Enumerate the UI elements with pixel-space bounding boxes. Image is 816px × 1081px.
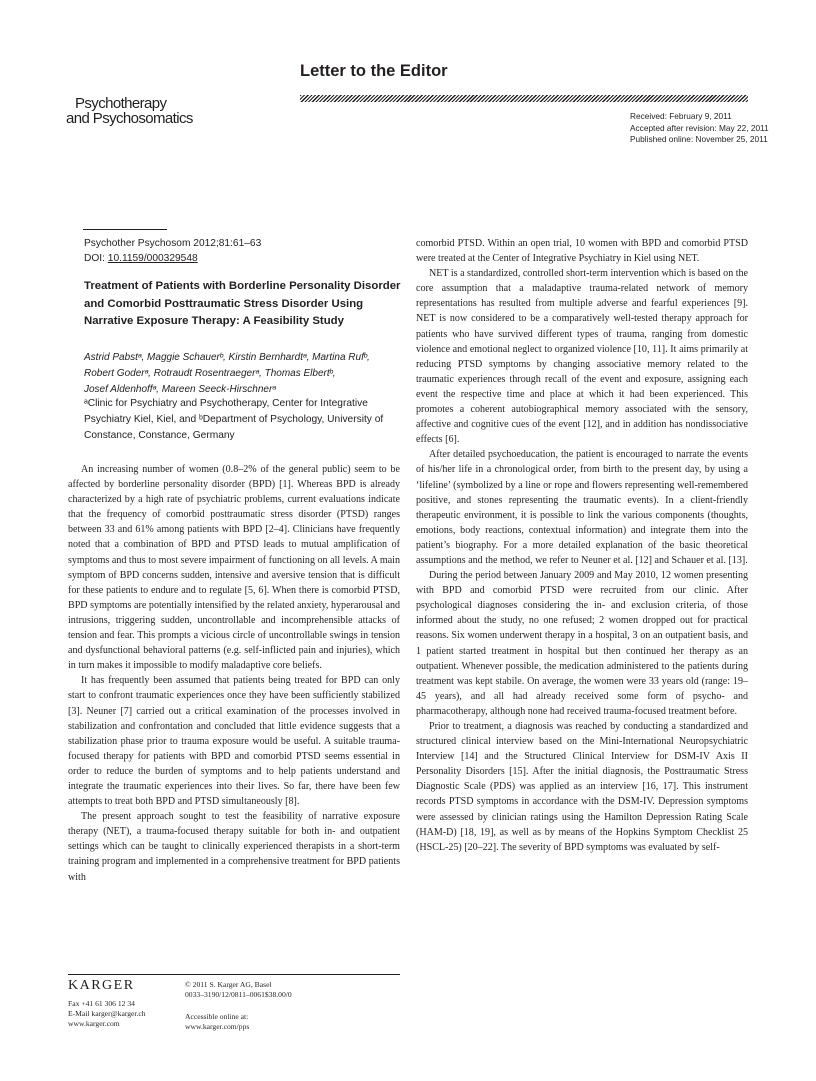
website-link[interactable]: www.karger.com	[68, 1019, 120, 1028]
doi-label: DOI:	[84, 253, 108, 264]
authors-line-3: Josef Aldenhoffᵃ, Mareen Seeck-Hirschnerᵃ	[84, 384, 276, 395]
doi-link[interactable]: 10.1159/000329548	[107, 253, 198, 264]
footer-divider	[68, 974, 400, 975]
copyright-block	[185, 980, 292, 1000]
accepted-date: Accepted after revision: May 22, 2011	[630, 122, 769, 133]
paragraph: The present approach sought to test the feasibility of narrative exposure therapy (NET), a trauma-focused therapy suitable for both in- and outpatient settings which can be taught to clinically experienced therapists in a short-term training program and implemented in a comprehensive treatment for BPD patients with	[68, 811, 400, 883]
journal-logo-line1: Psychotherapy	[75, 95, 167, 112]
authors-line-1: Astrid Pabstᵃ, Maggie Schauerᵇ, Kirstin Bernhardtᵃ, Martina Rufᵇ,	[84, 352, 370, 363]
journal-logo	[66, 96, 193, 126]
paragraph: It has frequently been assumed that patients being treated for BPD can only start to confront traumatic experiences once they have been sufficiently stabilized [3]. Neuner [7] carried out a critical examination of the processes involved in stabilization and confrontation and concluded that little evidence suggests that a stabilization phase prior to trauma exposure would be useful. A suitable trauma-focused therapy for patients with BPD and comorbid PTSD seems essential in order to reduce the burden of symptoms and to help patients understand and integrate the traumatic experiences into their lives. So far, there have been few attempts to treat both BPD and PTSD simultaneously [8].	[68, 675, 400, 808]
online-access	[185, 1012, 249, 1032]
citation-ref: Psychother Psychosom 2012;81:61–63	[84, 238, 262, 249]
fax-number: Fax +41 61 306 12 34	[68, 999, 135, 1008]
paragraph: comorbid PTSD. Within an open trial, 10 women with BPD and comorbid PTSD were treated at the Center of Integrative Psychiatry in Kiel using NET.	[416, 238, 748, 265]
issn-line: 0033–3190/12/0811–0061$38.00/0	[185, 990, 292, 999]
article-dates	[630, 111, 769, 146]
doi-line	[84, 251, 261, 266]
body-column-right	[416, 236, 748, 855]
received-date: Received: February 9, 2011	[630, 111, 732, 121]
body-column-left	[68, 462, 400, 885]
paragraph: During the period between January 2009 and May 2010, 12 women presenting with BPD and comorbid PTSD were recruited from our clinic. After psychological diagnoses considering the in- and exclusion criteria, of those informed about the study, no one refused; 2 women dropped out for practical reasons. Six women underwent therapy in a hospital, 3 on an outpatient basis, and 1 patient started treatment in hospital but then continued her therapy as an outpatient. Whenever possible, the medication administered to the patients during treatment was kept stabile. On average, the women were 33 years old (range: 19–45 years), and all had already received some form of psycho- and pharmacotherapy, although none had received trauma-focused treatment before.	[416, 570, 748, 717]
publisher-contact	[68, 999, 146, 1029]
paragraph: Prior to treatment, a diagnosis was reached by conducting a standardized and structured clinical interview based on the Mini-International Neuropsychiatric Interview [14] and the Structured Clinical Interview for DSM-IV Axis II Personality Disorders [15]. After the initial diagnosis, the Posttraumatic Stress Diagnostic Scale (PDS) was applied as an interview [16, 17]. This instrument records PTSD symptoms in accordance with the DSM-IV. Depression symptoms were assessed by clinician ratings using the Hamilton Depression Rating Scale (HAM-D) [18, 19], as well as by means of the Hopkins Symptom Checklist 25 (HSCL-25) [20–22]. The severity of BPD symptoms was evaluated by self-	[416, 721, 748, 853]
published-date: Published online: November 25, 2011	[630, 134, 768, 144]
authors-line-2: Robert Goderᵃ, Rotraudt Rosentraegerᵃ, Thomas Elbertᵇ,	[84, 368, 336, 379]
journal-logo-line2: and Psychosomatics	[66, 110, 193, 127]
affiliations: ᵃClinic for Psychiatry and Psychotherapy, Center for Integrative Psychiatry Kiel, Kiel, and ᵇDepartment of Psychology, University of Constance, Constance, Germany	[84, 398, 384, 441]
author-list	[84, 350, 404, 398]
paragraph: NET is a standardized, controlled short-term intervention which is based on the core assumption that a maladaptive trauma-related network of memory representations has resulted from multiple adverse and fearful experiences [9]. NET is now considered to be a comparatively well-tested therapy approach for patients who have survived different types of trauma, ranging from domestic violence and emotional neglect to organized violence [10, 11]. It aims primarily at reducing PTSD symptoms by changing associative memory related to the traumatic experiences through recall of the event and exposure, assigning each event the respective time and place at which it had been experienced. This promotes a coherent autobiographical memory associated with the sensory, affective and cognitive cues of the event [12], and in addition has nondissociative effects [6].	[416, 268, 748, 446]
paragraph: An increasing number of women (0.8–2% of the general public) seem to be affected by borderline personality disorder (BPD) [1]. Whereas BPD is already characterized by a high rate of psychiatric problems, current evaluations indicate that the frequency of comorbid posttraumatic stress disorder (PTSD) ranges between 33 and 61% among patients with BPD [2–4]. Clinicians have frequently noted that a combination of BPD and PTSD leads to mutual amplification of symptoms and thus to most severe impairment of functioning on all levels. A main symptom of BPD concerns sudden, intensive and aversive tension that is difficult for these patients to endure and to regulate [5, 6]. When there is comorbid PTSD, BPD symptoms are potentially intensified by the related anxiety, hyperarousal and intrusions, triggering sudden, uncontrollable and incomprehensible attacks of tension and fear. This prompts a vicious circle of uncontrollable swings in tension and dysfunctional behavioral patterns (e.g. self-inflicted pain and injuries), which in turn makes it impossible to modify maladaptive core beliefs.	[68, 464, 400, 672]
copyright-line: © 2011 S. Karger AG, Basel	[185, 980, 272, 989]
section-title: Letter to the Editor	[300, 62, 448, 80]
citation-block	[84, 236, 261, 266]
divider-short	[83, 229, 167, 230]
email-link[interactable]: E-Mail karger@karger.ch	[68, 1009, 146, 1018]
header-hatch-bar	[300, 95, 748, 102]
journal-url-link[interactable]: www.karger.com/pps	[185, 1022, 250, 1031]
publisher-logo: KARGER	[68, 978, 135, 993]
article-title: Treatment of Patients with Borderline Personality Disorder and Comorbid Posttraumatic Stress Disorder Using Narrative Exposure Therapy: A Feasibility Study	[84, 280, 401, 327]
paragraph: After detailed psychoeducation, the patient is encouraged to narrate the events of his/her life in a chronological order, from birth to the present day, by using a ‘lifeline’ (symbolized by a line or rope and flowers representing well-remembered positive, and stones representing the traumatic events). In a client-friendly therapeutic environment, it is possible to link the various components (thoughts, emotions, body reactions, contextual information) and integrate them into the patient’s biography. For a more detailed explanation of the basic theoretical assumptions and the method, we refer to Neuner et al. [12] and Schauer et al. [13].	[416, 449, 748, 566]
access-label: Accessible online at:	[185, 1012, 249, 1021]
